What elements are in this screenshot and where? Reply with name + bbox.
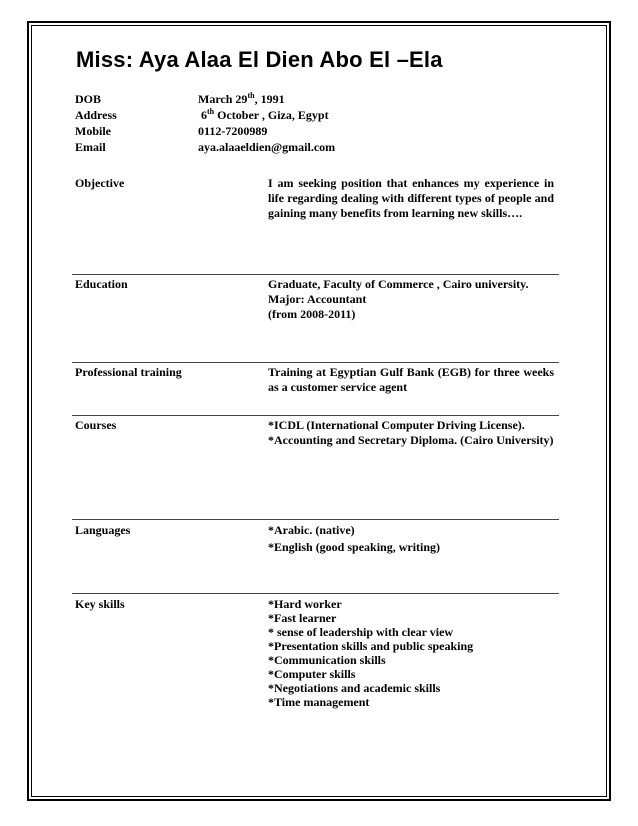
- education-details: [268, 277, 554, 322]
- skill-item: *Hard worker: [268, 597, 342, 611]
- mobile-row: [75, 123, 335, 139]
- personal-info: [75, 91, 335, 155]
- objective-text: I am seeking position that enhances my experience in life regarding dealing with different types of people and gaining many benefits from learning new skills….: [268, 176, 554, 220]
- dob-value: [198, 91, 285, 107]
- languages-label: Languages: [75, 523, 131, 537]
- address-row: [75, 107, 335, 123]
- dob-value-rest: , 1991: [254, 92, 285, 106]
- address-value: [198, 107, 329, 123]
- dob-label: DOB: [75, 92, 102, 106]
- skills-label: Key skills: [75, 597, 125, 611]
- mobile-label: Mobile: [75, 124, 111, 138]
- education-line: Graduate, Faculty of Commerce , Cairo university.: [268, 277, 529, 291]
- divider-training: [72, 362, 559, 363]
- courses-label: Courses: [75, 418, 117, 432]
- training-label: Professional training: [75, 365, 182, 379]
- skill-item: *Communication skills: [268, 653, 386, 667]
- language-item: *English (good speaking, writing): [268, 540, 441, 554]
- skills-list: [268, 597, 554, 709]
- objective-label: Objective: [75, 176, 125, 190]
- language-item: *Arabic. (native): [268, 523, 355, 537]
- dob-value-sup: th: [247, 91, 255, 100]
- candidate-name: Miss: Aya Alaa El Dien Abo El –Ela: [76, 47, 443, 72]
- divider-courses: [72, 415, 559, 416]
- dob-value-main: March 29: [198, 92, 248, 106]
- course-item: *ICDL (International Computer Driving License).: [268, 418, 525, 432]
- education-line: Major: Accountant: [268, 292, 367, 306]
- mobile-value: 0112-7200989: [198, 124, 268, 138]
- divider-skills: [72, 593, 559, 594]
- skill-item: *Presentation skills and public speaking: [268, 639, 474, 653]
- address-label: Address: [75, 108, 117, 122]
- address-value-main: 6: [198, 108, 207, 122]
- skill-item: *Fast learner: [268, 611, 337, 625]
- course-item: *Accounting and Secretary Diploma. (Cairo University): [268, 433, 554, 447]
- languages-list: [268, 523, 554, 555]
- email-label: Email: [75, 140, 106, 154]
- skill-item: * sense of leadership with clear view: [268, 625, 454, 639]
- divider-languages: [72, 519, 559, 520]
- education-line: (from 2008-2011): [268, 307, 356, 321]
- divider-education: [72, 274, 559, 275]
- training-text: Training at Egyptian Gulf Bank (EGB) for three weeks as a customer service agent: [268, 365, 554, 394]
- education-label: Education: [75, 277, 128, 291]
- skill-item: *Computer skills: [268, 667, 356, 681]
- courses-list: [268, 418, 554, 448]
- address-value-rest: October , Giza, Egypt: [214, 108, 329, 122]
- skill-item: *Time management: [268, 695, 370, 709]
- email-value: aya.alaaeldien@gmail.com: [198, 140, 336, 154]
- address-value-sup: th: [207, 107, 215, 116]
- email-row: [75, 139, 335, 155]
- skill-item: *Negotiations and academic skills: [268, 681, 441, 695]
- dob-row: [75, 91, 335, 107]
